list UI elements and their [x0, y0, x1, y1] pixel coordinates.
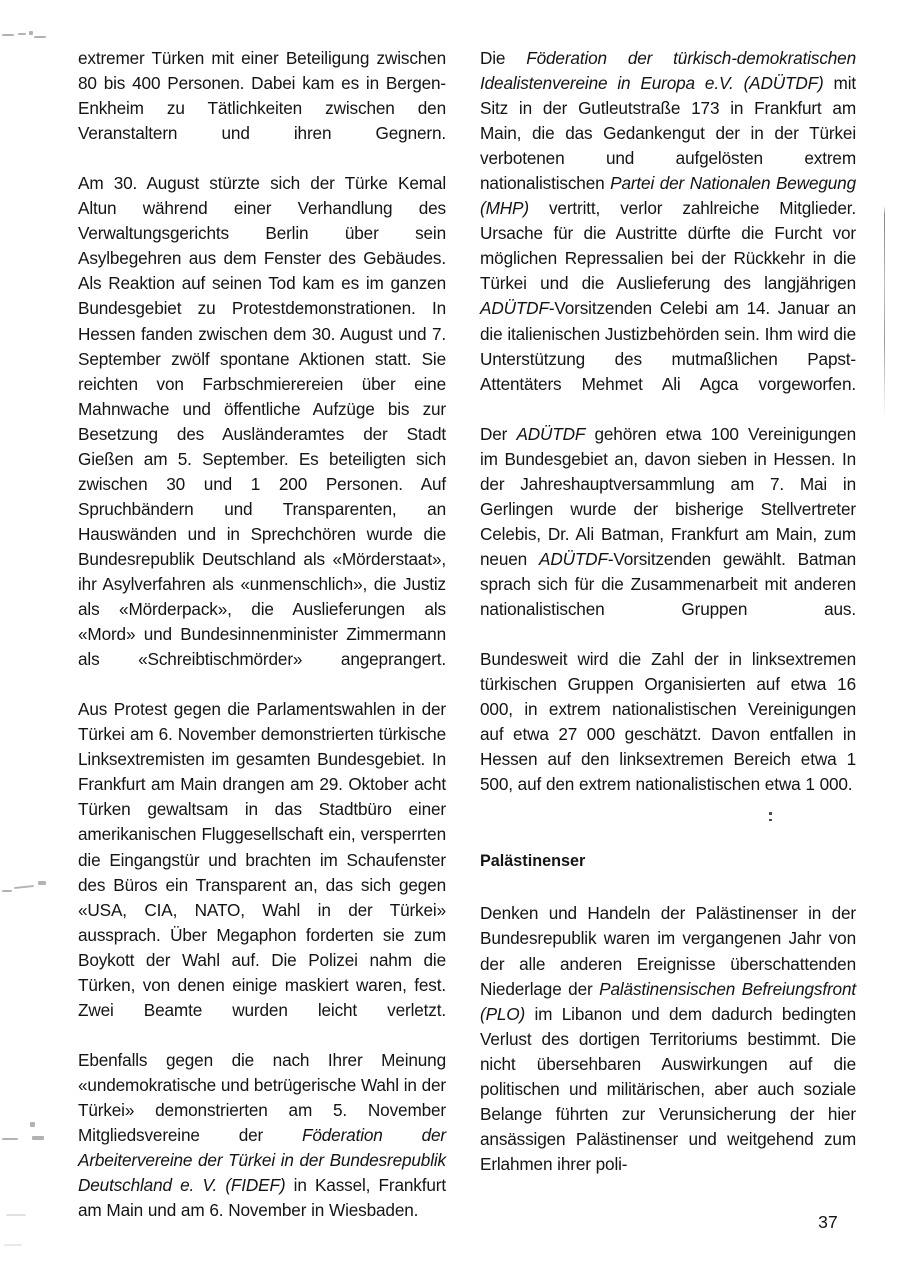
paragraph — [78, 46, 446, 171]
text-run: Bundesweit wird die Zahl der in linksextremen türkischen Gruppen Organisierten auf etwa 16 000, in extrem nationalistischen Vereinigungen auf etwa 27 000 geschätzt. Davon entfallen in Hessen auf den linksextremen Bereich etwa 1 500, auf den extrem nationalistischen etwa 1 000. — [480, 649, 856, 795]
section-heading-palaestinenser: Palästinenser — [480, 852, 586, 871]
scan-artifact-mark — [34, 36, 46, 38]
scan-artifact-mark — [29, 31, 33, 35]
text-run: in Kassel, Frankfurt am Main und am 6. November in Wiesbaden. — [78, 1175, 446, 1221]
scan-artifact-mark — [14, 885, 34, 889]
scan-artifact-mark — [32, 1136, 44, 1140]
italic-run: Partei der Nationalen Bewegung (MHP) — [480, 173, 856, 219]
text-run: extremer Türken mit einer Beteiligung zwischen 80 bis 400 Personen. Dabei kam es in Bergen-Enkheim zu Tätlichkeiten zwischen den Veranstaltern und ihren Gegnern. — [78, 48, 446, 144]
text-run: im Libanon und dem dadurch bedingten Verlust des dortigen Territoriums bestimmt. Die nicht übersehbaren Auswirkungen auf die politischen und militärischen, aber auch soziale Belange führten zur Verunsicherung der hier ansässigen Palästinenser und weitgehend zum Erlahmen ihrer poli- — [480, 1003, 856, 1174]
paragraph — [78, 171, 446, 697]
text-run: Die — [480, 48, 527, 68]
text-run: Denken und Handeln der Palästinenser in der Bundesrepublik waren im vergangenen Jahr von der alle anderen Ereignisse überschattenden Niederlage der — [480, 903, 856, 999]
scan-artifact-mark — [2, 1138, 18, 1140]
scan-artifact-mark — [30, 1122, 35, 1127]
text-run: mit Sitz in der Gutleutstraße 173 in Frankfurt am Main, die das Gedankengut der in der Türkei verbotenen und aufgelösten extrem nationalistischen — [480, 73, 856, 194]
paragraph — [78, 697, 446, 1048]
text-run: -Vorsitzenden Celebi am 14. Januar an die italienischen Justizbehörden sein. Ihm wird die Unterstützung des mutmaßlichen Papst-Attentäters Mehmet Ali Agca vorgeworfen. — [480, 298, 856, 394]
paragraph — [480, 647, 856, 797]
spacer — [480, 797, 856, 851]
paragraph — [480, 46, 856, 422]
text-run: gehören etwa 100 Vereinigungen im Bundesgebiet an, davon sieben in Hessen. In der Jahreshauptversammlung am 7. Mai in Gerlingen wurde der bisherige Stellvertreter Celebis, Dr. Ali Batman, Frankfurt am Main, zum neuen — [480, 423, 856, 569]
scan-artifact-mark — [2, 890, 12, 892]
text-column-right — [480, 46, 856, 1177]
text-run: vertritt, verlor zahlreiche Mitglieder. Ursache für die Austritte dürfte die Furcht vor möglichen Repressalien bei der Rückkehr in die Türkei und die Auslieferung des langjährigen — [480, 198, 856, 294]
page-number: 37 — [818, 1212, 838, 1232]
paragraph — [480, 901, 856, 1177]
text-run: -Vorsitzenden gewählt. Batman sprach sich für die Zusammenarbeit mit anderen nationalistischen Gruppen aus. — [480, 548, 856, 620]
italic-run: ADÜTDF — [480, 298, 549, 319]
scan-artifact-mark — [38, 881, 46, 885]
spacer — [480, 871, 856, 901]
text-column-left — [78, 46, 446, 1223]
italic-run: Palästinensischen Befreiungsfront (PLO) — [480, 978, 856, 1024]
scan-artifact-mark — [2, 34, 14, 36]
text-run: Der — [480, 423, 517, 444]
scan-artifact-mark — [6, 1214, 26, 1216]
italic-run: ADÜTDF — [539, 548, 608, 569]
text-run: Am 30. August stürzte sich der Türke Kemal Altun während einer Verhandlung des Verwaltungsgerichts Berlin über sein Asylbegehren aus dem Fenster des Gebäudes. Als Reaktion auf seinen Tod kam es im ganzen Bundesgebiet zu Protestdemonstrationen. In Hessen fanden zwischen dem 30. August und 7. September zwölf spontane Aktionen statt. Sie reichten von Farbschmierereien über eine Mahnwache und öffentliche Aufzüge bis zur Besetzung des Ausländeramtes der Stadt Gießen am 5. September. Es beteiligten sich zwischen 30 und 1 200 Personen. Auf Spruchbändern und Transparenten, an Hauswänden und in Sprechchören wurde die Bundesrepublik Deutschland als «Mörderstaat», ihr Asylverfahren als «unmenschlich», die Justiz als «Mörderpack», die Auslieferungen als «Mord» und Bundesinnenminister Zimmermann als «Schreibtischmörder» angeprangert. — [78, 173, 446, 670]
scan-artifact-vertical-line — [884, 206, 885, 420]
italic-run: ADÜTDF — [516, 423, 586, 444]
paragraph — [480, 422, 856, 647]
paragraph — [78, 1048, 446, 1223]
italic-run: Föderation der Arbeitervereine der Türkei in der Bundesrepublik Deutschland e. V. (FIDEF) — [78, 1125, 446, 1196]
text-run: Ebenfalls gegen die nach Ihrer Meinung «undemokratische und betrügerische Wahl in der Türkei» demonstrierten am 5. November Mitgliedsvereine der — [78, 1049, 446, 1146]
text-run: Aus Protest gegen die Parlamentswahlen in der Türkei am 6. November demonstrierten türkische Linksextremisten im gesamten Bundesgebiet. In Frankfurt am Main drangen am 29. Oktober acht Türken gewaltsam in das Stadtbüro einer amerikanischen Fluggesellschaft ein, versperrten die Eingangstür und brachten im Schaufenster des Büros ein Transparent an, das sich gegen «USA, CIA, NATO, Wahl in der Türkei» aussprach. Über Megaphon forderten sie zum Boykott der Wahl auf. Die Polizei nahm die Türken, von denen einige maskiert waren, fest. Zwei Beamte wurden leicht verletzt. — [78, 699, 446, 1020]
italic-run: Föderation der türkisch-demokratischen Idealistenvereine in Europa e.V. (ADÜTDF) — [480, 48, 856, 94]
scan-artifact-mark — [18, 33, 26, 35]
scan-artifact-mark — [4, 1244, 22, 1246]
